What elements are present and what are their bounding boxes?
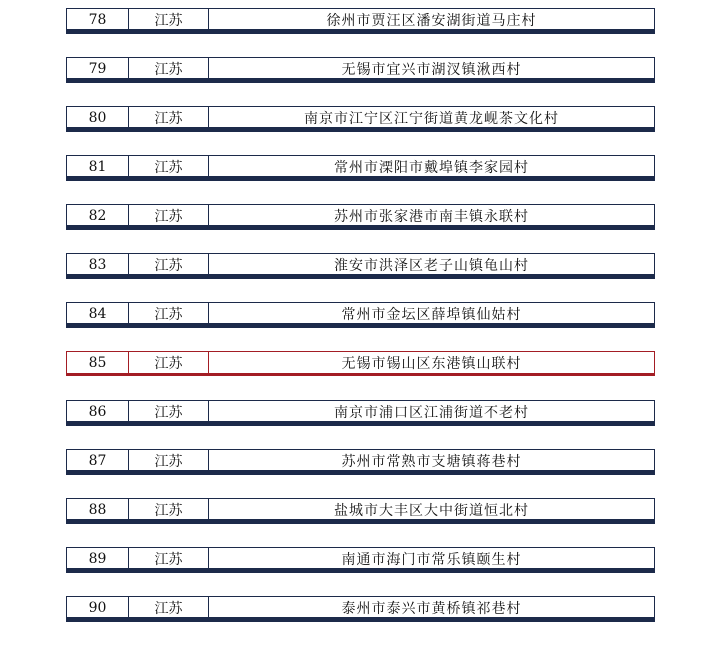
row-village-name: 南京市江宁区江宁街道黄龙岘茶文化村: [304, 111, 559, 127]
row-number: 87: [67, 450, 129, 472]
row-province: 江苏: [129, 254, 209, 276]
row-village-name: 无锡市锡山区东港镇山联村: [341, 356, 522, 372]
row-village-name: 淮安市洪泽区老子山镇龟山村: [334, 258, 529, 274]
row-number: 88: [67, 499, 129, 521]
row-number: 90: [67, 597, 129, 619]
table-row: [66, 253, 655, 277]
table-row-highlighted: [66, 351, 655, 375]
row-province: 江苏: [129, 352, 209, 374]
table-row: [66, 498, 655, 522]
row-province: 江苏: [129, 548, 209, 570]
row-village-name: 苏州市常熟市支塘镇蒋巷村: [341, 454, 522, 470]
table-row: [66, 449, 655, 473]
row-province: 江苏: [129, 205, 209, 227]
row-province: 江苏: [129, 401, 209, 423]
row-number: 79: [67, 58, 129, 80]
table-row: [66, 204, 655, 228]
row-village-name: 泰州市泰兴市黄桥镇祁巷村: [341, 601, 522, 617]
row-number: 80: [67, 107, 129, 129]
row-province: 江苏: [129, 9, 209, 31]
table-row: [66, 155, 655, 179]
table-row: [66, 57, 655, 81]
row-village-name: 常州市溧阳市戴埠镇李家园村: [334, 160, 529, 176]
row-number: 82: [67, 205, 129, 227]
row-village-name: 常州市金坛区薛埠镇仙姑村: [341, 307, 522, 323]
row-village-name: 南通市海门市常乐镇颐生村: [341, 552, 522, 568]
row-village-name: 苏州市张家港市南丰镇永联村: [334, 209, 529, 225]
row-province: 江苏: [129, 450, 209, 472]
row-number: 84: [67, 303, 129, 325]
table-row: [66, 302, 655, 326]
row-province: 江苏: [129, 499, 209, 521]
row-number: 83: [67, 254, 129, 276]
table-row: [66, 596, 655, 620]
row-number: 85: [67, 352, 129, 374]
row-number: 81: [67, 156, 129, 178]
row-province: 江苏: [129, 303, 209, 325]
row-province: 江苏: [129, 597, 209, 619]
row-village-name: 南京市浦口区江浦街道不老村: [334, 405, 529, 421]
table-row: [66, 547, 655, 571]
village-list-table: [66, 0, 655, 645]
row-province: 江苏: [129, 156, 209, 178]
table-row: [66, 400, 655, 424]
row-number: 89: [67, 548, 129, 570]
row-village-name: 徐州市贾汪区潘安湖街道马庄村: [326, 13, 537, 29]
row-number: 86: [67, 401, 129, 423]
table-row: [66, 106, 655, 130]
row-village-name: 盐城市大丰区大中街道恒北村: [334, 503, 529, 519]
row-province: 江苏: [129, 107, 209, 129]
row-number: 78: [67, 9, 129, 31]
row-province: 江苏: [129, 58, 209, 80]
table-row: [66, 8, 655, 32]
row-village-name: 无锡市宜兴市湖汊镇湫西村: [341, 62, 522, 78]
